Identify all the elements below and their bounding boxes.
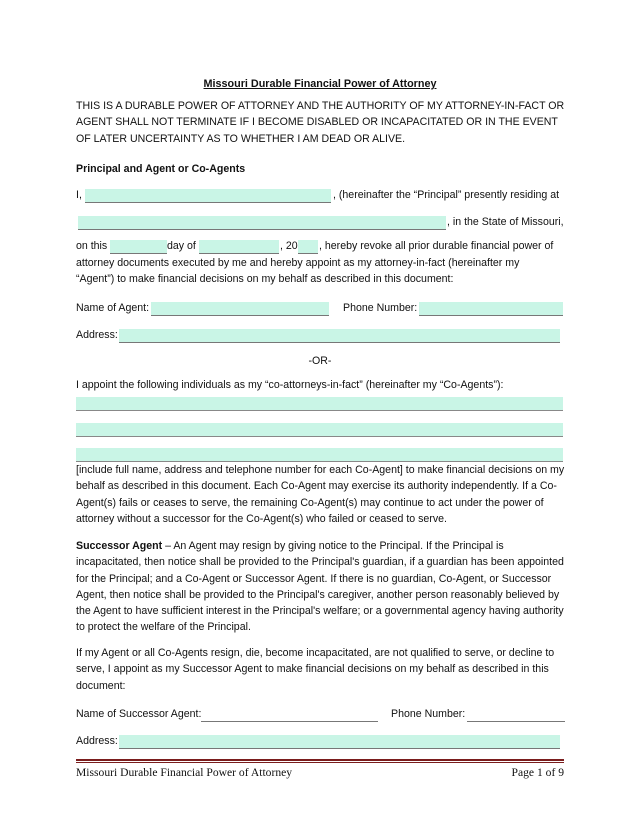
agent-name-label: Name of Agent: xyxy=(76,302,150,314)
footer-rule xyxy=(76,759,564,761)
co-agents-paragraph: [include full name, address and telephone number for each Co-Agent] to make financial decisions on my behalf as described in this document. Each Co-Agent may exercise its authority independently. If a Co-Agent(s) fails or ceases to serve, the remaining Co-Agent(s) may continue to act under the power of attorney without a successor for the Co-Agent(s) who failed or ceased to serve. xyxy=(76,464,565,525)
principal-line-suffix: , (hereinafter the “Principal” presently residing at xyxy=(333,189,560,201)
or-divider-text: -OR- xyxy=(308,355,332,367)
co-agent-field-2[interactable] xyxy=(76,423,563,437)
agent-address-field[interactable] xyxy=(119,329,560,343)
footer-rule-thin xyxy=(76,762,564,763)
co-agents-intro: I appoint the following individuals as my “co-attorneys-in-fact” (hereinafter my “Co-Agents”): xyxy=(76,379,504,391)
durability-statement: THIS IS A DURABLE POWER OF ATTORNEY AND THE AUTHORITY OF MY ATTORNEY-IN-FACT OR AGENT SHALL NOT TERMINATE IF I BECOME DISABLED OR INCAPACITATED OR IN THE EVENT OF LATER UNCERTAINTY AS TO WHETHER I AM DEAD OR ALIVE. xyxy=(76,100,565,145)
principal-address-field[interactable] xyxy=(78,216,446,230)
resignation-paragraph: If my Agent or all Co-Agents resign, die, become incapacitated, are not qualified to serve, or decline to serve, I appoint as my Successor Agent to make financial decisions on my behalf as described in this document: xyxy=(76,647,555,692)
footer-document-title: Missouri Durable Financial Power of Attorney xyxy=(76,766,293,779)
agent-phone-label: Phone Number: xyxy=(343,302,418,314)
successor-agent-heading: Successor Agent xyxy=(76,540,163,552)
co-agent-field-3[interactable] xyxy=(76,448,563,462)
document-title: Missouri Durable Financial Power of Attorney xyxy=(203,78,437,90)
successor-agent-paragraph xyxy=(76,538,566,636)
agent-name-field[interactable] xyxy=(151,302,329,316)
agent-phone-field[interactable] xyxy=(419,302,563,316)
state-of-missouri-text: , in the State of Missouri, xyxy=(447,216,564,228)
date-on-this-text: on this xyxy=(76,240,108,252)
successor-name-label: Name of Successor Agent: xyxy=(76,708,202,720)
appoint-text-line-1: attorney documents executed by me and hereby appoint as my attorney-in-fact (hereinafter my xyxy=(76,257,520,269)
date-year-prefix: , 20 xyxy=(280,240,298,252)
successor-address-field[interactable] xyxy=(119,735,560,749)
section-heading-principal-agent: Principal and Agent or Co-Agents xyxy=(76,163,246,175)
co-agent-field-1[interactable] xyxy=(76,397,563,411)
year-field[interactable] xyxy=(298,240,318,254)
principal-name-field[interactable] xyxy=(85,189,331,203)
principal-line-prefix: I, xyxy=(76,189,82,201)
month-field[interactable] xyxy=(199,240,279,254)
appoint-text-line-2: “Agent”) to make financial decisions on my behalf as described in this document: xyxy=(76,273,454,285)
revoke-text: , hereby revoke all prior durable financial power of xyxy=(319,240,554,252)
successor-name-field[interactable] xyxy=(201,708,378,722)
successor-phone-label: Phone Number: xyxy=(391,708,466,720)
successor-agent-text: – An Agent may resign by giving notice to the Principal. If the Principal is incapacitated, then notice shall be provided to the Principal's guardian, if a guardian has been appointed for the Principal; and a Co-Agent or Successor Agent. If there is no guardian, Co-Agent, or Successor Agent, then notice shall be provided to the Principal's caregiver, another person reasonably believed by the Agent to have sufficient interest in the Principal's welfare; or a governmental agency having authority to protect the welfare of the Principal. xyxy=(76,540,564,634)
day-field[interactable] xyxy=(110,240,167,254)
date-day-of-text: day of xyxy=(167,240,196,252)
successor-address-label: Address: xyxy=(76,735,118,747)
successor-phone-field[interactable] xyxy=(467,708,565,722)
agent-address-label: Address: xyxy=(76,329,118,341)
footer-page-number: Page 1 of 9 xyxy=(511,766,564,779)
